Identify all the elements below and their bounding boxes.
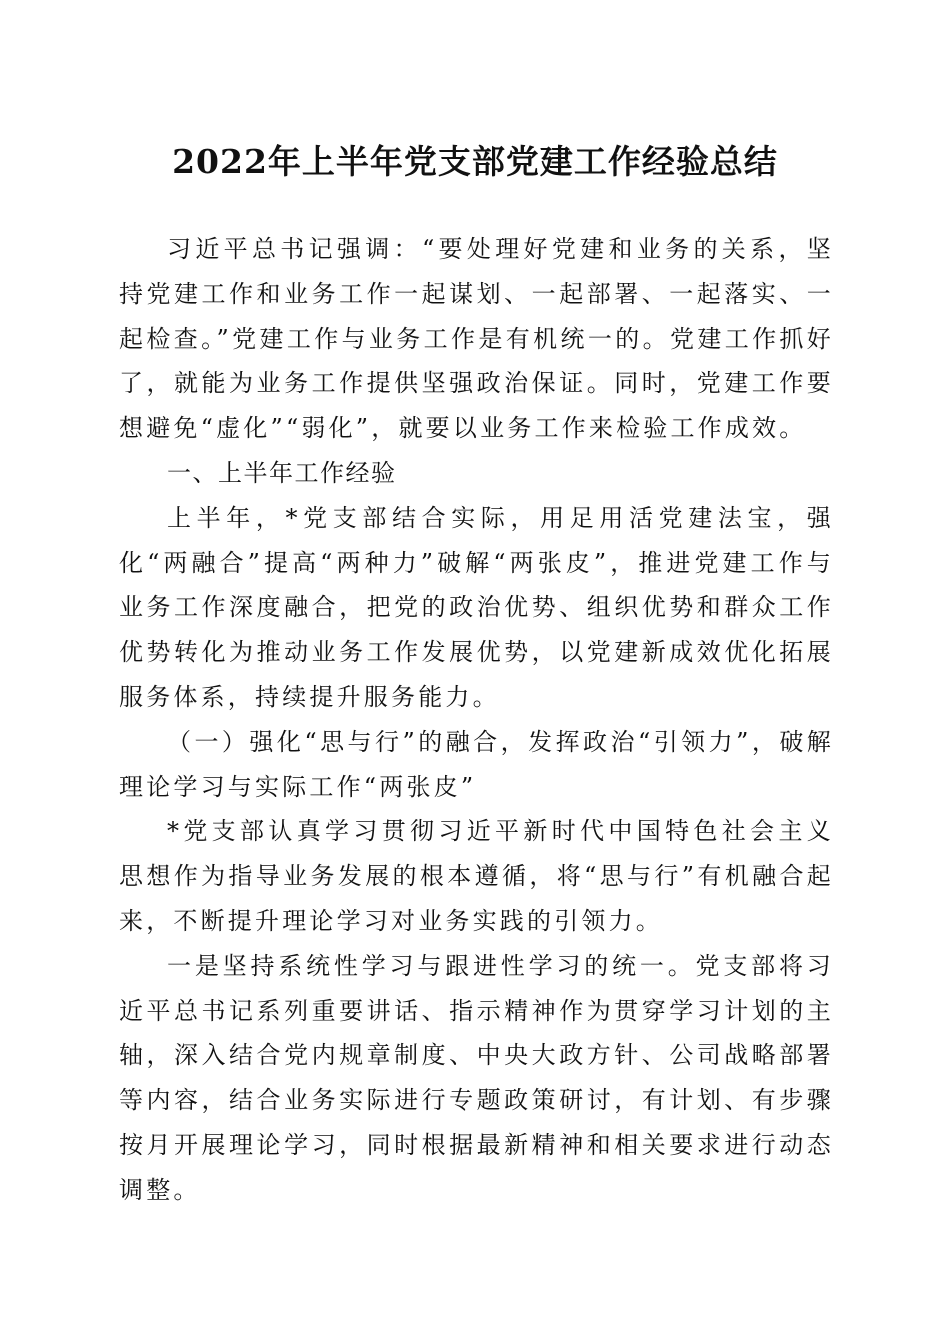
subsection-heading-1: （一）强化“思与行”的融合，发挥政治“引领力”，破解理论学习与实际工作“两张皮”: [119, 727, 834, 801]
point-1-lead: 一是坚持系统性学习与跟进性学习的统一。: [167, 951, 696, 980]
point-1-body: 党支部将习近平总书记系列重要讲话、指示精神作为贯穿学习计划的主轴，深入结合党内规章制度、中央大政方针、公司战略部署等内容，结合业务实际进行专题政策研讨，有计划、有步骤按月开展理论学习，同时根据最新精神和相关要求进行动态调整。: [119, 951, 834, 1204]
document-body: [119, 227, 834, 1213]
subsection-1-paragraph: *党支部认真学习贯彻习近平新时代中国特色社会主义思想作为指导业务发展的根本遵循，将“思与行”有机融合起来，不断提升理论学习对业务实践的引领力。: [119, 817, 834, 935]
section-1-paragraph: 上半年，*党支部结合实际，用足用活党建法宝，强化“两融合”提高“两种力”破解“两张皮”，推进党建工作与业务工作深度融合，把党的政治优势、组织优势和群众工作优势转化为推动业务工作发展优势，以党建新成效优化拓展服务体系，持续提升服务能力。: [119, 503, 834, 711]
intro-paragraph: 习近平总书记强调：“要处理好党建和业务的关系，坚持党建工作和业务工作一起谋划、一起部署、一起落实、一起检查。”党建工作与业务工作是有机统一的。党建工作抓好了，就能为业务工作提供坚强政治保证。同时，党建工作要想避免“虚化”“弱化”，就要以业务工作来检验工作成效。: [119, 235, 834, 443]
section-heading-1: 一、上半年工作经验: [167, 458, 397, 487]
point-1-paragraph: [119, 944, 834, 1213]
document-title: 2022年上半年党支部党建工作经验总结: [172, 142, 778, 181]
